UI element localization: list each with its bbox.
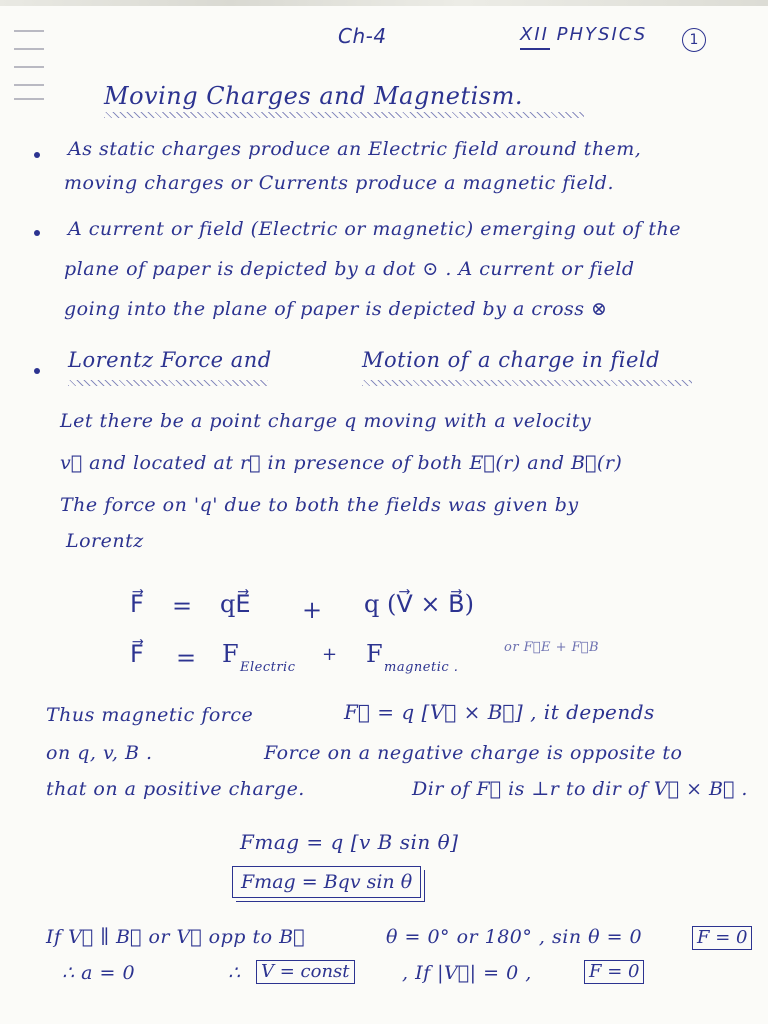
body-line: The force on 'q' due to both the fields was given by: [60, 494, 579, 516]
equation-term: F: [222, 640, 239, 668]
section-heading-part: Lorentz Force and: [68, 348, 272, 372]
heading-underline: [68, 380, 268, 386]
subscript: Electric: [240, 660, 296, 675]
equation-term: qE⃗: [220, 590, 251, 618]
equals-sign: =: [176, 644, 197, 672]
plus-sign: +: [302, 596, 323, 624]
subscript: magnetic .: [384, 660, 459, 675]
title-underline: [104, 112, 584, 118]
section-heading-part: a charge in field: [478, 348, 661, 372]
margin-mark: [14, 66, 44, 68]
subject-label: XII PHYSICS: [520, 24, 648, 45]
margin-mark: [14, 30, 44, 32]
intro-line: going into the plane of paper is depicted by a cross ⊗: [64, 298, 608, 320]
formula-fmag: Fmag = q [v B sin θ]: [240, 830, 459, 854]
subject-underline: [520, 48, 550, 50]
bullet: [34, 152, 40, 158]
margin-mark: [14, 98, 44, 100]
magnetic-line: Thus magnetic force: [46, 704, 254, 726]
chapter-label: Ch-4: [338, 24, 387, 48]
equation-alt: or F⃗E + F⃗B: [504, 640, 600, 655]
equation-term: q (V⃗ × B⃗): [364, 590, 474, 618]
magnetic-line: Force on a negative charge is opposite to: [264, 742, 683, 764]
result-box: F = 0: [584, 960, 644, 984]
section-heading-part: Motion of: [362, 348, 470, 372]
equation-term: F: [366, 640, 383, 668]
magnetic-line: on q, v, B .: [46, 742, 153, 764]
intro-line: moving charges or Currents produce a magnetic field.: [64, 172, 614, 194]
condition-line: ∴ a = 0: [62, 962, 136, 984]
margin-mark: [14, 48, 44, 50]
equation-lhs: F⃗: [130, 590, 144, 618]
condition-line: , If |V⃗| = 0 ,: [402, 962, 532, 984]
condition-line: θ = 0° or 180° , sin θ = 0: [386, 926, 643, 948]
heading-underline: [362, 380, 692, 386]
intro-line: plane of paper is depicted by a dot ⊙ . A current or field: [64, 258, 635, 280]
formula-box: [232, 866, 421, 898]
page-top-edge: [0, 0, 768, 6]
magnetic-line: Dir of F⃗ is ⊥r to dir of V⃗ × B⃗ .: [412, 778, 748, 800]
body-line: v⃗ and located at r⃗ in presence of both E⃗(r) and B⃗(r): [60, 452, 623, 474]
result-box: F = 0: [692, 926, 752, 950]
intro-line: As static charges produce an Electric field around them,: [68, 138, 642, 160]
bullet: [34, 368, 40, 374]
plus-sign: +: [322, 644, 338, 665]
result-box: V = const: [256, 960, 355, 984]
condition-line: ∴: [228, 962, 241, 984]
intro-line: A current or field (Electric or magnetic) emerging out of the: [68, 218, 681, 240]
equals-sign: =: [172, 592, 193, 620]
condition-line: If V⃗ ∥ B⃗ or V⃗ opp to B⃗: [46, 926, 305, 948]
margin-mark: [14, 84, 44, 86]
bullet: [34, 230, 40, 236]
formula-fmag-boxed: Fmag = Bqv sin θ: [241, 871, 413, 893]
body-line: Lorentz: [66, 530, 144, 552]
equation-lhs: F⃗: [130, 640, 144, 668]
magnetic-line: that on a positive charge.: [46, 778, 305, 800]
magnetic-line: F⃗ = q [V⃗ × B⃗] , it depends: [344, 700, 655, 724]
page-number: 1: [682, 28, 706, 52]
page-title: Moving Charges and Magnetism.: [104, 82, 524, 110]
body-line: Let there be a point charge q moving with a velocity: [60, 410, 592, 432]
